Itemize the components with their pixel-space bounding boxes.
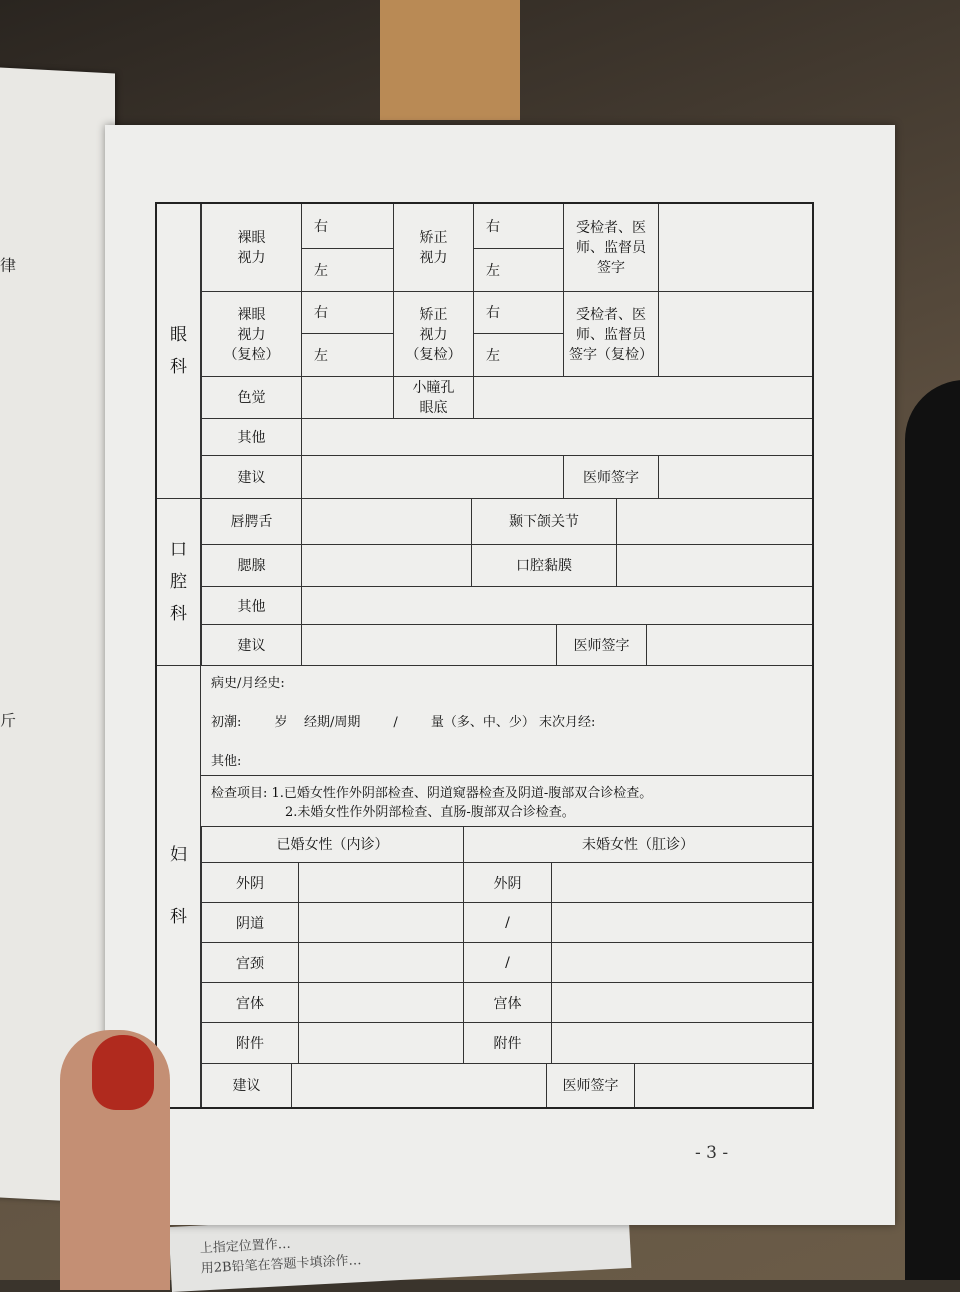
tmj-label: 颞下颌关节 xyxy=(472,499,617,544)
gyn-category xyxy=(157,666,201,1108)
naked-recheck-left[interactable]: 左 xyxy=(302,333,394,376)
naked-recheck-right[interactable]: 右 xyxy=(302,291,394,333)
category-char: 科 xyxy=(170,357,187,377)
color-vision-label: 色觉 xyxy=(202,376,302,418)
unmarried-label: 宫体 xyxy=(464,983,552,1023)
eye-section xyxy=(157,204,812,498)
color-vision-field[interactable] xyxy=(302,376,394,418)
history-label: 病史/月经史: xyxy=(211,675,285,691)
category-char: 口 xyxy=(170,539,187,560)
advice-field[interactable] xyxy=(302,455,564,498)
gyn-advice-label: 建议 xyxy=(202,1063,292,1107)
fundus-field[interactable] xyxy=(474,376,813,418)
married-field[interactable] xyxy=(299,943,464,983)
gyn-doctor-sign-label: 医师签字 xyxy=(547,1063,635,1107)
background-dark-object xyxy=(905,380,960,1280)
doctor-sign-label: 医师签字 xyxy=(564,455,659,498)
oral-advice-label: 建议 xyxy=(202,625,302,665)
doctor-sign-field[interactable] xyxy=(659,455,813,498)
corrected-vision-recheck-label: 矫正 视力 （复检） xyxy=(394,291,474,376)
category-char: 眼 xyxy=(170,325,187,345)
gyn-advice-field[interactable] xyxy=(292,1063,547,1107)
other-field[interactable] xyxy=(302,418,813,455)
gyn-section xyxy=(157,665,812,1108)
thumb-nail xyxy=(92,1035,154,1110)
unmarried-field[interactable] xyxy=(552,903,813,943)
background-furniture xyxy=(380,0,520,120)
married-field[interactable] xyxy=(299,1023,464,1063)
oral-doctor-sign-label: 医师签字 xyxy=(557,625,647,665)
mucosa-label: 口腔黏膜 xyxy=(472,544,617,586)
oral-section xyxy=(157,498,812,665)
mucosa-field[interactable] xyxy=(617,544,813,586)
corrected-recheck-left[interactable]: 左 xyxy=(474,333,564,376)
oral-category xyxy=(157,499,201,665)
naked-vision-recheck-label: 裸眼 视力 （复检） xyxy=(202,291,302,376)
oral-other-field[interactable] xyxy=(302,587,813,625)
medical-exam-form xyxy=(155,202,814,1109)
corrected-recheck-right[interactable]: 右 xyxy=(474,291,564,333)
exam-item-1: 检查项目: 1.已婚女性作外阴部检查、阴道窥器检查及阴道-腹部双合诊检查。 xyxy=(211,785,653,801)
corrected-vision-label: 矫正 视力 xyxy=(394,204,474,291)
category-char: 科 xyxy=(170,603,187,624)
advice-label: 建议 xyxy=(202,455,302,498)
other-label: 其他 xyxy=(202,418,302,455)
oral-other-label: 其他 xyxy=(202,587,302,625)
unmarried-field[interactable] xyxy=(552,1023,813,1063)
menstrual-history xyxy=(201,666,812,776)
eye-category xyxy=(157,204,201,498)
married-field[interactable] xyxy=(299,903,464,943)
parotid-field[interactable] xyxy=(302,544,472,586)
scrap-line: 用2B铅笔在答题卡填涂作… xyxy=(200,1253,362,1277)
signature-field[interactable] xyxy=(659,204,813,291)
lips-label: 唇腭舌 xyxy=(202,499,302,544)
scrap-line: 上指定位置作… xyxy=(199,1236,292,1257)
lips-field[interactable] xyxy=(302,499,472,544)
gyn-doctor-sign-field[interactable] xyxy=(635,1063,813,1107)
document-page xyxy=(105,125,895,1225)
naked-vision-label: 裸眼 视力 xyxy=(202,204,302,291)
fundus-label: 小瞳孔 眼底 xyxy=(394,376,474,418)
signature-recheck-field[interactable] xyxy=(659,291,813,376)
left-page-fragment: 律 xyxy=(0,255,17,276)
unmarried-label: / xyxy=(464,903,552,943)
unmarried-label: 外阴 xyxy=(464,863,552,903)
unmarried-label: / xyxy=(464,943,552,983)
oral-advice-field[interactable] xyxy=(302,625,557,665)
menarche-line: 初潮: 岁 经期/周期 / 量（多、中、少） 末次月经: xyxy=(211,714,596,730)
category-char: 腔 xyxy=(170,571,187,592)
left-page-fragment: 斤 xyxy=(0,710,17,731)
parotid-label: 腮腺 xyxy=(202,544,302,586)
page-number: - 3 - xyxy=(695,1143,729,1163)
married-label: 外阴 xyxy=(202,863,299,903)
unmarried-field[interactable] xyxy=(552,983,813,1023)
oral-doctor-sign-field[interactable] xyxy=(647,625,813,665)
category-char: 科 xyxy=(170,907,187,928)
signature-label: 受检者、医 师、监督员 签字 xyxy=(564,204,659,291)
married-label: 宫颈 xyxy=(202,943,299,983)
exam-item-2: 2.未婚女性作外阴部检查、直肠-腹部双合诊检查。 xyxy=(285,804,575,820)
married-header: 已婚女性（内诊） xyxy=(202,827,464,863)
married-field[interactable] xyxy=(299,863,464,903)
naked-right[interactable]: 右 xyxy=(302,204,394,248)
naked-left[interactable]: 左 xyxy=(302,248,394,291)
corrected-left[interactable]: 左 xyxy=(474,248,564,291)
exam-items xyxy=(201,776,812,827)
married-label: 阴道 xyxy=(202,903,299,943)
category-char: 妇 xyxy=(170,845,187,866)
corrected-right[interactable]: 右 xyxy=(474,204,564,248)
unmarried-label: 附件 xyxy=(464,1023,552,1063)
other-label: 其他: xyxy=(211,753,242,769)
signature-recheck-label: 受检者、医 师、监督员 签字（复检） xyxy=(564,291,659,376)
married-field[interactable] xyxy=(299,983,464,1023)
married-label: 附件 xyxy=(202,1023,299,1063)
tmj-field[interactable] xyxy=(617,499,813,544)
unmarried-field[interactable] xyxy=(552,943,813,983)
unmarried-header: 未婚女性（肛诊） xyxy=(464,827,813,863)
married-label: 宫体 xyxy=(202,983,299,1023)
unmarried-field[interactable] xyxy=(552,863,813,903)
